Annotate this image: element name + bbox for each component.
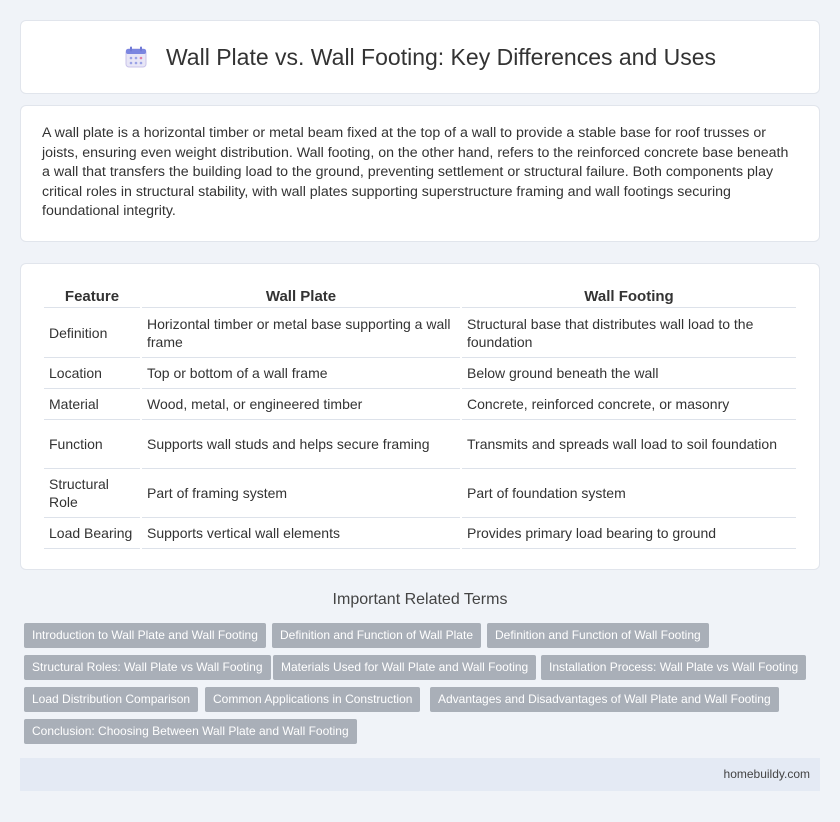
title-card (20, 20, 820, 94)
comparison-card (20, 263, 820, 570)
related-term-tag[interactable]: Load Distribution Comparison (24, 687, 198, 712)
wall-plate-cell: Part of framing system (142, 469, 460, 518)
wall-footing-cell: Structural base that distributes wall load to the foundation (462, 308, 796, 358)
comparison-table (42, 282, 798, 549)
intro-card (20, 105, 820, 242)
related-term-tag[interactable]: Installation Process: Wall Plate vs Wall Footing (541, 655, 806, 680)
related-term-tag[interactable]: Definition and Function of Wall Plate (272, 623, 481, 648)
table-row (44, 469, 796, 518)
related-term-tag[interactable]: Definition and Function of Wall Footing (487, 623, 709, 648)
wall-plate-cell: Supports vertical wall elements (142, 518, 460, 549)
feature-cell: Function (44, 420, 140, 469)
feature-cell: Structural Role (44, 469, 140, 518)
wall-plate-cell: Top or bottom of a wall frame (142, 358, 460, 389)
feature-cell: Material (44, 389, 140, 420)
wall-plate-cell: Horizontal timber or metal base supporting a wall frame (142, 308, 460, 358)
table-row (44, 420, 796, 469)
related-term-tag[interactable]: Advantages and Disadvantages of Wall Plate and Wall Footing (430, 687, 779, 712)
wall-plate-cell: Wood, metal, or engineered timber (142, 389, 460, 420)
header-wall-plate: Wall Plate (142, 282, 460, 308)
wall-plate-cell: Supports wall studs and helps secure framing (142, 420, 460, 469)
table-row (44, 389, 796, 420)
table-row (44, 308, 796, 358)
footer-site-link[interactable]: homebuildy.com (723, 767, 810, 781)
table-row (44, 358, 796, 389)
wall-footing-cell: Provides primary load bearing to ground (462, 518, 796, 549)
wall-footing-cell: Below ground beneath the wall (462, 358, 796, 389)
feature-cell: Location (44, 358, 140, 389)
wall-footing-cell: Part of foundation system (462, 469, 796, 518)
page-title: Wall Plate vs. Wall Footing: Key Differences and Uses (165, 43, 717, 70)
wall-footing-cell: Transmits and spreads wall load to soil foundation (462, 420, 796, 469)
table-row (44, 518, 796, 549)
intro-paragraph: A wall plate is a horizontal timber or metal beam fixed at the top of a wall to provide a stable base for roof trusses or joists, ensuring even weight distribution. Wall footing, on the other hand, refers to the reinforced concrete base beneath a wall that transfers the building load to the ground, preventing settlement or structural failure. Both components play critical roles in structural stability, with wall plates supporting superstructure framing and wall footings securing foundational integrity. (42, 125, 789, 219)
header-wall-footing: Wall Footing (462, 282, 796, 308)
calendar-icon (124, 45, 148, 69)
related-term-tag[interactable]: Conclusion: Choosing Between Wall Plate and Wall Footing (24, 719, 357, 744)
feature-cell: Load Bearing (44, 518, 140, 549)
footer (20, 758, 820, 791)
related-term-tag[interactable]: Introduction to Wall Plate and Wall Footing (24, 623, 266, 648)
table-header-row (44, 282, 796, 308)
wall-footing-cell: Concrete, reinforced concrete, or masonry (462, 389, 796, 420)
related-terms-title: Important Related Terms (332, 591, 508, 608)
related-term-tag[interactable]: Common Applications in Construction (205, 687, 420, 712)
related-term-tag[interactable]: Structural Roles: Wall Plate vs Wall Footing (24, 655, 271, 680)
header-feature: Feature (44, 282, 140, 308)
related-term-tag[interactable]: Materials Used for Wall Plate and Wall Footing (273, 655, 536, 680)
feature-cell: Definition (44, 308, 140, 358)
